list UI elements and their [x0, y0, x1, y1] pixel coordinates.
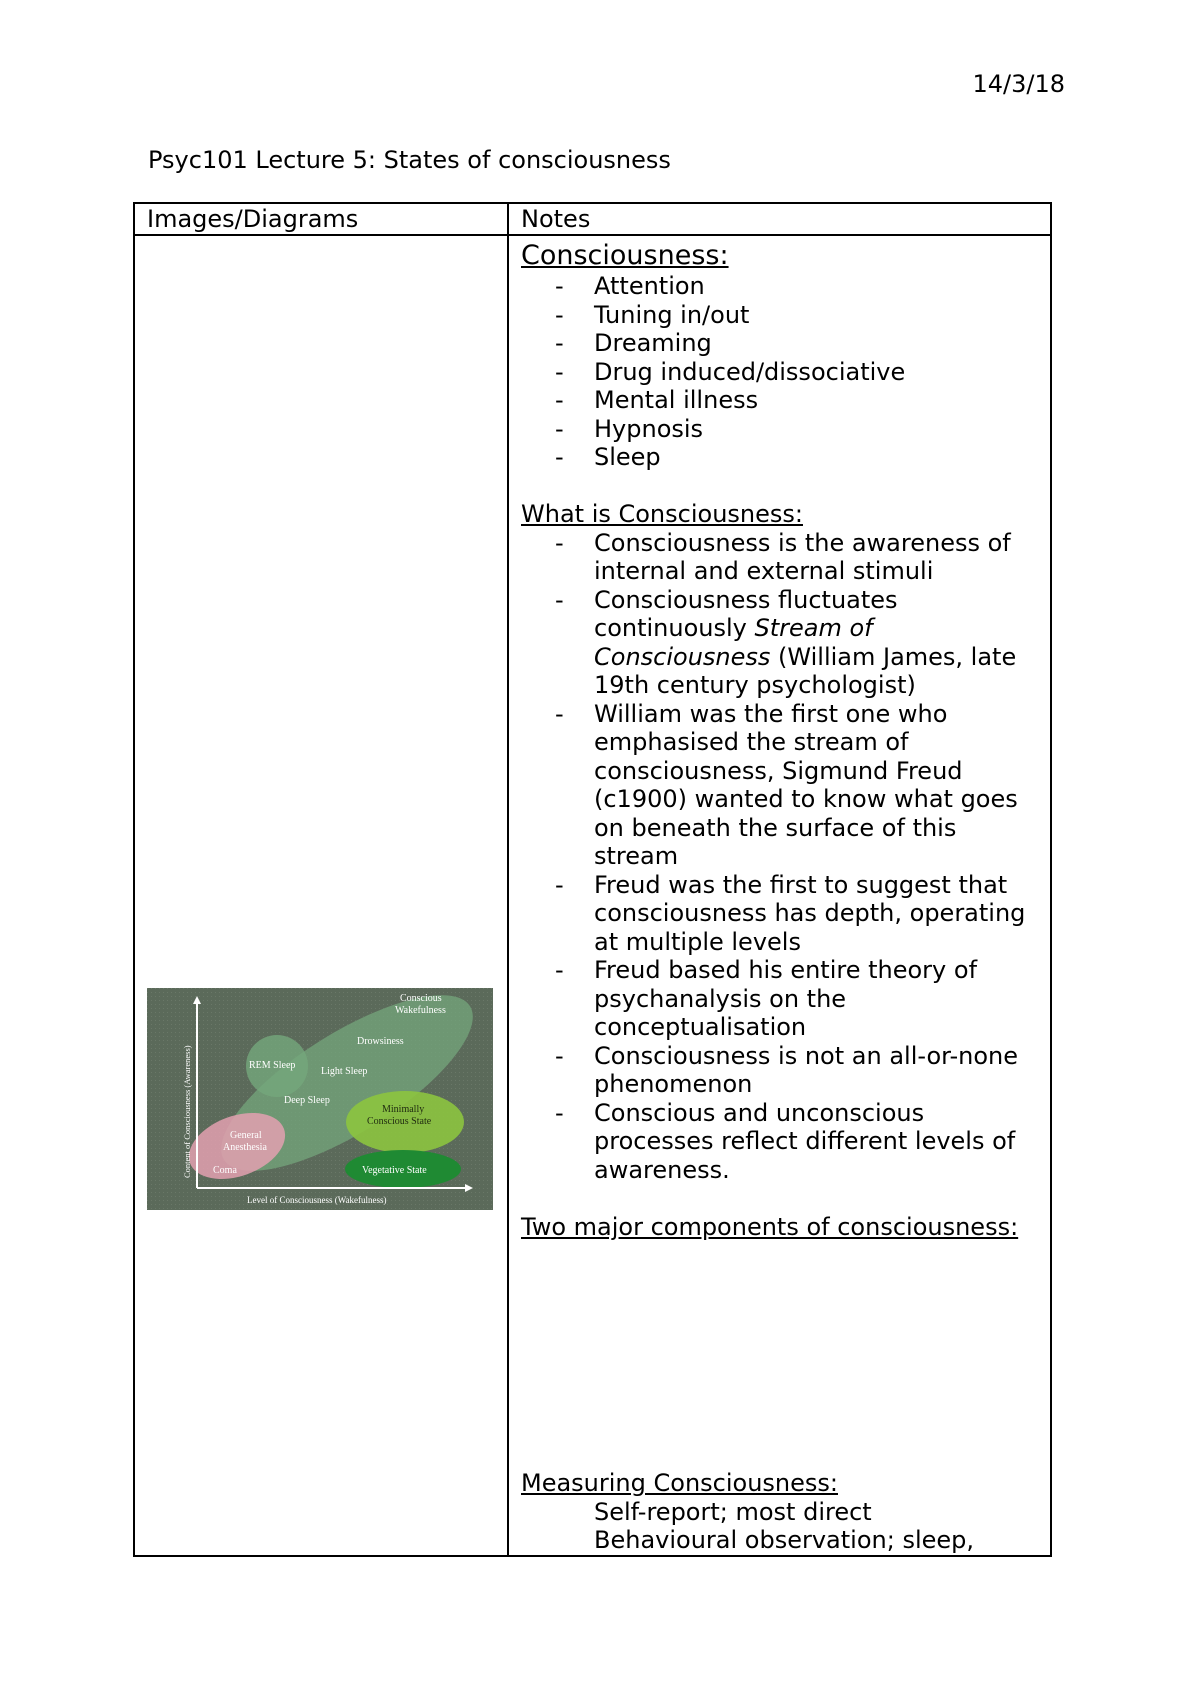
- document-date: 14/3/18: [972, 70, 1065, 98]
- header-notes: Notes: [508, 203, 1051, 235]
- list-item: - Mental illness: [521, 386, 1038, 415]
- list-item-text: (William James, late 19th century psychologist): [594, 642, 1017, 699]
- measuring-line: Self-report; most direct: [594, 1497, 872, 1526]
- heading-two-major-components: Two major components of consciousness:: [521, 1212, 1019, 1241]
- label-drowsiness: Drowsiness: [357, 1036, 404, 1047]
- list-item: - Sleep: [521, 443, 1038, 472]
- measuring-line: Behavioural observation; sleep,: [594, 1526, 975, 1554]
- label-conscious-state: Conscious State: [367, 1116, 432, 1127]
- label-wakefulness: Wakefulness: [395, 1005, 446, 1016]
- list-item: - Freud was the first to suggest that consciousness has depth, operating at multiple levels: [521, 871, 1038, 957]
- document-title: Psyc101 Lecture 5: States of consciousness: [148, 146, 671, 174]
- heading-what-is-consciousness: What is Consciousness:: [521, 500, 803, 528]
- table-body-row: [134, 235, 1051, 1556]
- stream-of-consciousness-term: Stream of Consciousness: [594, 614, 873, 671]
- y-axis-label: Content of Consciousness (Awareness): [182, 1045, 192, 1178]
- heading-measuring-consciousness: Measuring Consciousness:: [521, 1469, 838, 1497]
- label-conscious: Conscious: [400, 993, 442, 1004]
- consciousness-list: [521, 272, 1038, 472]
- list-item: - Dreaming: [521, 329, 1038, 358]
- list-item: - Hypnosis: [521, 415, 1038, 444]
- images-cell: [134, 235, 508, 1556]
- heading-consciousness: Consciousness:: [521, 240, 729, 271]
- list-item: - Drug induced/dissociative: [521, 358, 1038, 387]
- label-vegetative-state: Vegetative State: [362, 1165, 427, 1176]
- label-deep-sleep: Deep Sleep: [284, 1095, 330, 1106]
- table-header-row: [134, 203, 1051, 235]
- list-item: - Conscious and unconscious processes reflect different levels of awareness.: [521, 1099, 1038, 1185]
- list-item-text: Consciousness fluctuates continuously: [594, 585, 898, 642]
- list-item: - Attention: [521, 272, 1038, 301]
- notes-cell: [508, 235, 1051, 1556]
- list-item: - Freud based his entire theory of psychanalysis on the conceptualisation: [521, 956, 1038, 1042]
- list-item: - William was the first one who emphasised the stream of consciousness, Sigmund Freud (c1900) wanted to know what goes on beneath the surface of this stream: [521, 700, 1038, 871]
- notes-table: [133, 202, 1052, 1557]
- what-list: [521, 529, 1038, 1185]
- list-item: - Consciousness is not an all-or-none phenomenon: [521, 1042, 1038, 1099]
- header-images-diagrams: Images/Diagrams: [134, 203, 508, 235]
- list-item: [521, 586, 1038, 700]
- list-item: - Tuning in/out: [521, 301, 1038, 330]
- list-item: - Consciousness is the awareness of internal and external stimuli: [521, 529, 1038, 586]
- label-rem-sleep: REM Sleep: [249, 1060, 296, 1071]
- label-light-sleep: Light Sleep: [321, 1066, 368, 1077]
- consciousness-states-diagram: [147, 988, 493, 1210]
- label-anesthesia: Anesthesia: [223, 1142, 267, 1153]
- label-coma: Coma: [213, 1165, 237, 1176]
- x-axis-label: Level of Consciousness (Wakefulness): [247, 1195, 387, 1205]
- label-general: General: [230, 1130, 262, 1141]
- label-minimally: Minimally: [382, 1104, 425, 1115]
